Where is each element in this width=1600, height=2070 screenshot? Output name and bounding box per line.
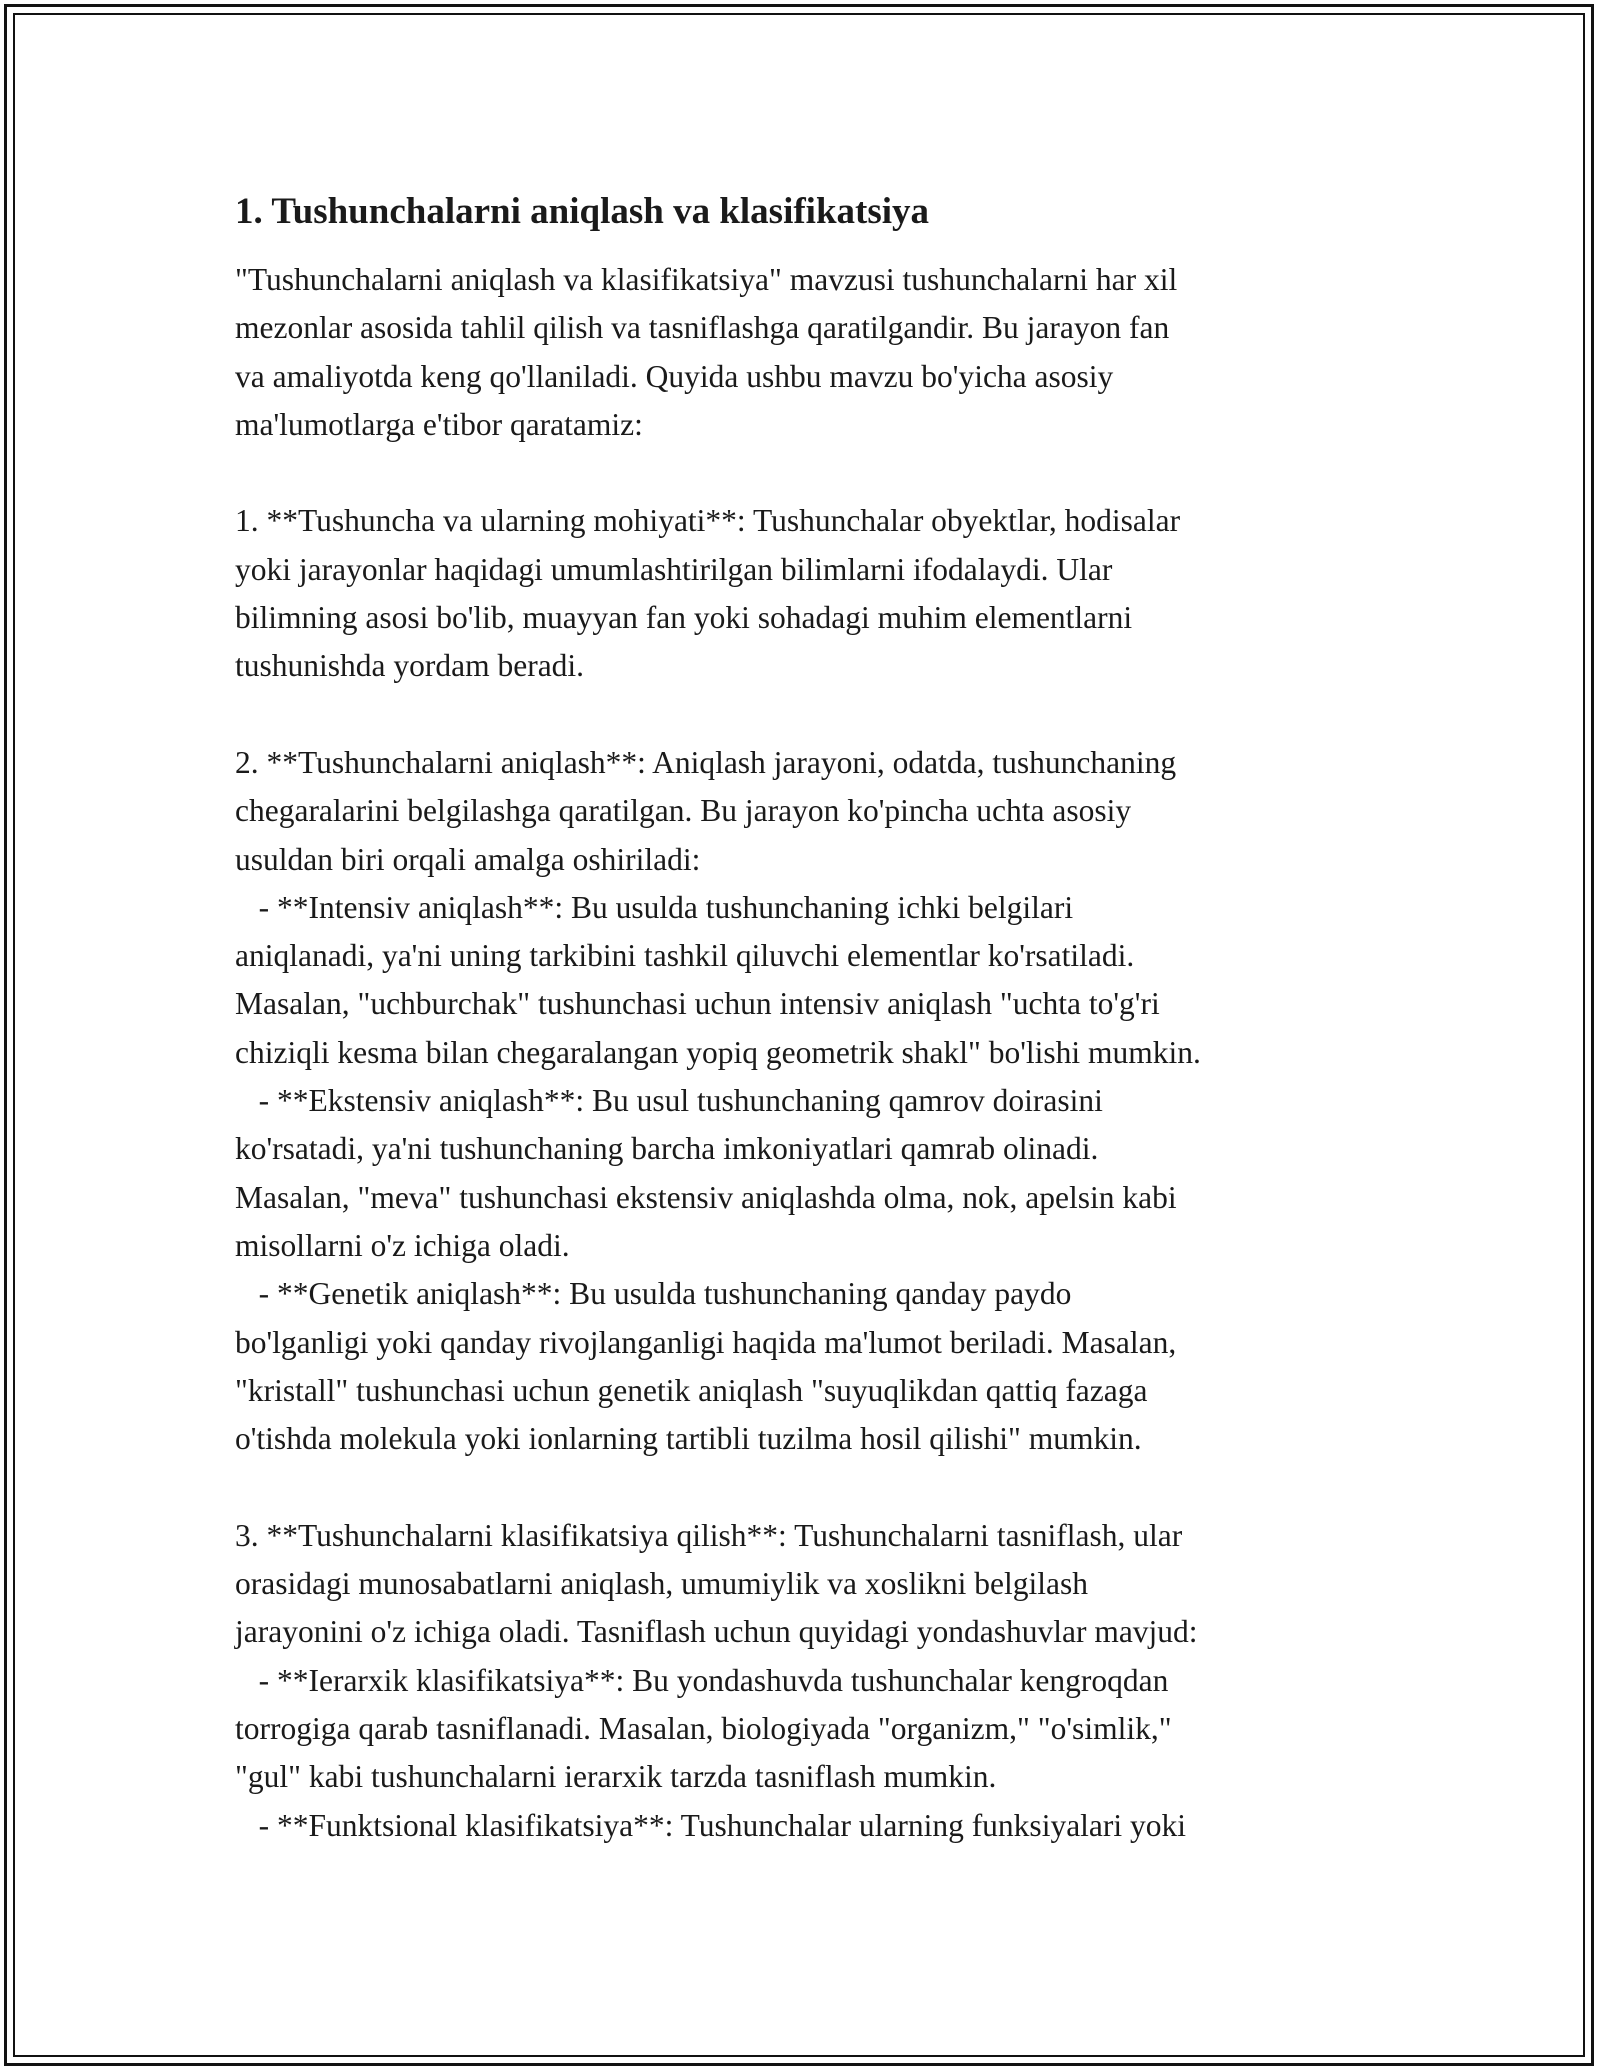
text-line: torrogiga qarab tasniflanadi. Masalan, biologiyada "organizm," "o'simlik," xyxy=(235,1710,1172,1746)
blank-line xyxy=(235,1463,1395,1511)
text-line: misollarni o'z ichiga oladi. xyxy=(235,1227,570,1263)
text-line: ko'rsatadi, ya'ni tushunchaning barcha imkoniyatlari qamrab olinadi. xyxy=(235,1131,1099,1167)
text-line: - **Ekstensiv aniqlash**: Bu usul tushunchaning qamrov doirasini xyxy=(235,1083,1103,1119)
text-line: jarayonini o'z ichiga oladi. Tasniflash uchun quyidagi yondashuvlar mavjud: xyxy=(235,1614,1198,1650)
document-body xyxy=(235,188,1395,1850)
paragraph-lines xyxy=(235,256,1395,1850)
text-line: "gul" kabi tushunchalarni ierarxik tarzda tasniflash mumkin. xyxy=(235,1759,997,1795)
blank-line xyxy=(235,691,1395,739)
text-line: usuldan biri orqali amalga oshiriladi: xyxy=(235,841,701,877)
text-line: 1. **Tushuncha va ularning mohiyati**: Tushunchalar obyektlar, hodisalar xyxy=(235,503,1181,539)
text-line: aniqlanadi, ya'ni uning tarkibini tashkil qiluvchi elementlar ko'rsatiladi. xyxy=(235,938,1135,974)
text-line: chiziqli kesma bilan chegaralangan yopiq geometrik shakl" bo'lishi mumkin. xyxy=(235,1034,1201,1070)
text-line: Masalan, "uchburchak" tushunchasi uchun intensiv aniqlash "uchta to'g'ri xyxy=(235,986,1160,1022)
text-line: o'tishda molekula yoki ionlarning tartibli tuzilma hosil qilishi" mumkin. xyxy=(235,1421,1142,1457)
text-line: chegaralarini belgilashga qaratilgan. Bu jarayon ko'pincha uchta asosiy xyxy=(235,793,1132,829)
text-line: 3. **Tushunchalarni klasifikatsiya qilish**: Tushunchalarni tasniflash, ular xyxy=(235,1517,1183,1553)
text-line: yoki jarayonlar haqidagi umumlashtirilgan bilimlarni ifodalaydi. Ular xyxy=(235,551,1113,587)
blank-line xyxy=(235,449,1395,497)
text-line: - **Genetik aniqlash**: Bu usulda tushunchaning qanday paydo xyxy=(235,1276,1072,1312)
text-line: 2. **Tushunchalarni aniqlash**: Aniqlash jarayoni, odatda, tushunchaning xyxy=(235,744,1177,780)
text-line: - **Funktsional klasifikatsiya**: Tushunchalar ularning funksiyalari yoki xyxy=(235,1807,1187,1843)
text-line: bo'lganligi yoki qanday rivojlanganligi haqida ma'lumot beriladi. Masalan, xyxy=(235,1324,1177,1360)
text-line: "Tushunchalarni aniqlash va klasifikatsiya" mavzusi tushunchalarni har xil xyxy=(235,262,1178,297)
text-line: - **Intensiv aniqlash**: Bu usulda tushunchaning ichki belgilari xyxy=(235,889,1074,925)
text-line: ma'lumotlarga e'tibor qaratamiz: xyxy=(235,406,643,442)
text-line: bilimning asosi bo'lib, muayyan fan yoki sohadagi muhim elementlarni xyxy=(235,600,1133,636)
text-line: Masalan, "meva" tushunchasi ekstensiv aniqlashda olma, nok, apelsin kabi xyxy=(235,1179,1177,1215)
text-line: tushunishda yordam beradi. xyxy=(235,648,585,684)
section-heading: 1. Tushunchalarni aniqlash va klasifikatsiya xyxy=(235,191,930,232)
text-line: mezonlar asosida tahlil qilish va tasniflashga qaratilgandir. Bu jarayon fan xyxy=(235,310,1170,346)
text-line: va amaliyotda keng qo'llaniladi. Quyida ushbu mavzu bo'yicha asosiy xyxy=(235,358,1114,394)
text-line: orasidagi munosabatlarni aniqlash, umumiylik va xoslikni belgilash xyxy=(235,1566,1088,1602)
text-line: - **Ierarxik klasifikatsiya**: Bu yondashuvda tushunchalar kengroqdan xyxy=(235,1662,1169,1698)
text-line: "kristall" tushunchasi uchun genetik aniqlash "suyuqlikdan qattiq fazaga xyxy=(235,1372,1148,1408)
